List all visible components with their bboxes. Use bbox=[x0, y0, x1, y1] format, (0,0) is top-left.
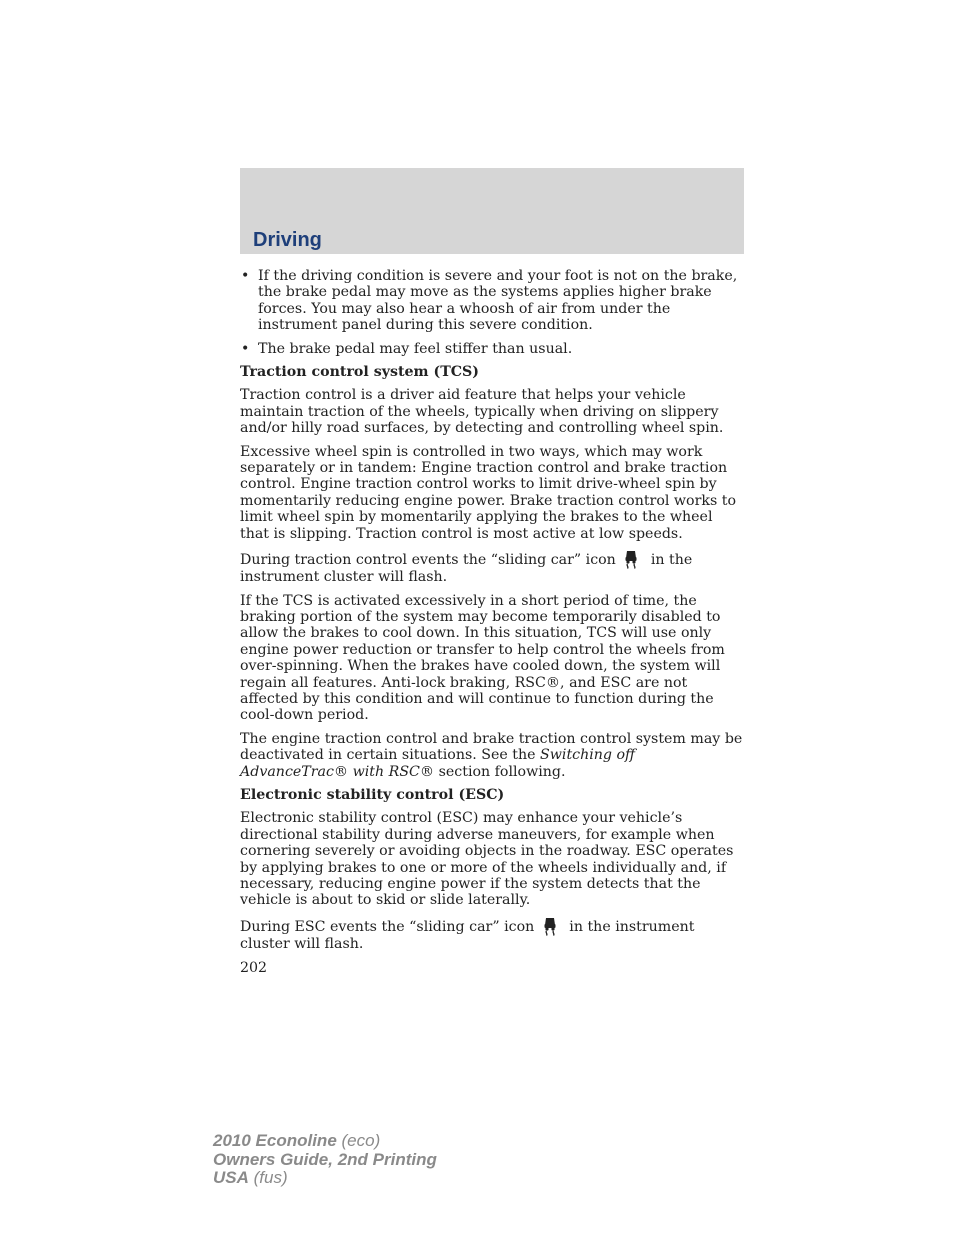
bullet-dot: • bbox=[241, 340, 250, 357]
footer bbox=[213, 1132, 437, 1188]
esc-paragraph-1: Electronic stability control (ESC) may enhance your vehicle’s directional stability during adverse maneuvers, for example when cornering severely or avoiding objects in the roadway. ESC operates by applying brakes to one or more of the wheels individually and, if necessary, reducing engine power if the system detects that the vehicle is about to skid or slide laterally. bbox=[240, 810, 734, 909]
esc-p2-after: in the instrument cluster will flash. bbox=[240, 918, 695, 952]
bullet-text: The brake pedal may feel stiffer than usual. bbox=[258, 340, 573, 357]
footer-model-code: (eco) bbox=[341, 1131, 381, 1150]
footer-market-code: (fus) bbox=[253, 1168, 288, 1187]
tcs-p5-before: The engine traction control and brake traction control system may be deactivated in certain situations. See the bbox=[240, 730, 743, 764]
esc-heading: Electronic stability control (ESC) bbox=[240, 786, 505, 803]
tcs-p3-before: During traction control events the “sliding car” icon bbox=[240, 552, 616, 569]
esc-paragraph-2 bbox=[240, 916, 744, 952]
esc-p2-before: During ESC events the “sliding car” icon bbox=[240, 918, 535, 935]
tcs-paragraph-4: If the TCS is activated excessively in a short period of time, the braking portion of the system may become temporarily disabled to allow the brakes to cool down. In this situation, TCS will use only engine power reduction or transfer to help control the wheels from over-spinning. When the brakes have cooled down, the system will regain all features. Anti-lock braking, RSC®, and ESC are not affected by this condition and will continue to function during the cool-down period. bbox=[240, 592, 725, 724]
tcs-paragraph-3 bbox=[240, 549, 744, 585]
bullet-item bbox=[240, 268, 744, 334]
tcs-paragraph-1: Traction control is a driver aid feature that helps your vehicle maintain traction of the wheels, typically when driving on slippery and/or hilly road surfaces, by detecting and controlling wheel spin. bbox=[240, 387, 724, 437]
section-title: Driving bbox=[253, 229, 322, 251]
tcs-p5-reference: Switching off AdvanceTrac® with RSC® bbox=[240, 747, 636, 780]
footer-line-1 bbox=[213, 1132, 437, 1151]
sliding-car-icon bbox=[543, 916, 557, 936]
sliding-car-icon bbox=[624, 549, 638, 569]
page-number: 202 bbox=[240, 960, 268, 976]
tcs-paragraph-5 bbox=[240, 731, 744, 780]
footer-line-2 bbox=[213, 1151, 437, 1170]
footer-market: USA bbox=[213, 1168, 249, 1187]
bullet-text: If the driving condition is severe and your foot is not on the brake, the brake pedal may move as the systems applies higher brake forces. You may also hear a whoosh of air from under the instrument panel during this severe condition. bbox=[258, 268, 738, 334]
tcs-heading: Traction control system (TCS) bbox=[240, 364, 479, 381]
footer-line-3 bbox=[213, 1169, 437, 1188]
footer-guide: Owners Guide, 2nd Printing bbox=[213, 1149, 437, 1169]
tcs-p5-after: section following. bbox=[438, 763, 566, 780]
footer-model: 2010 Econoline bbox=[213, 1131, 337, 1150]
tcs-paragraph-2: Excessive wheel spin is controlled in two ways, which may work separately or in tandem: Engine traction control and brake traction control. Engine traction control works to limit drive-wheel spin by momentarily reducing engine power. Brake traction control works to limit wheel spin by momentarily applying the brakes to the wheel that is slipping. Traction control is most active at low speeds. bbox=[240, 443, 737, 542]
bullet-dot: • bbox=[241, 268, 250, 284]
bullet-item bbox=[240, 341, 744, 357]
tcs-p3-after: in the instrument cluster will flash. bbox=[240, 552, 693, 586]
page-content bbox=[240, 268, 744, 959]
